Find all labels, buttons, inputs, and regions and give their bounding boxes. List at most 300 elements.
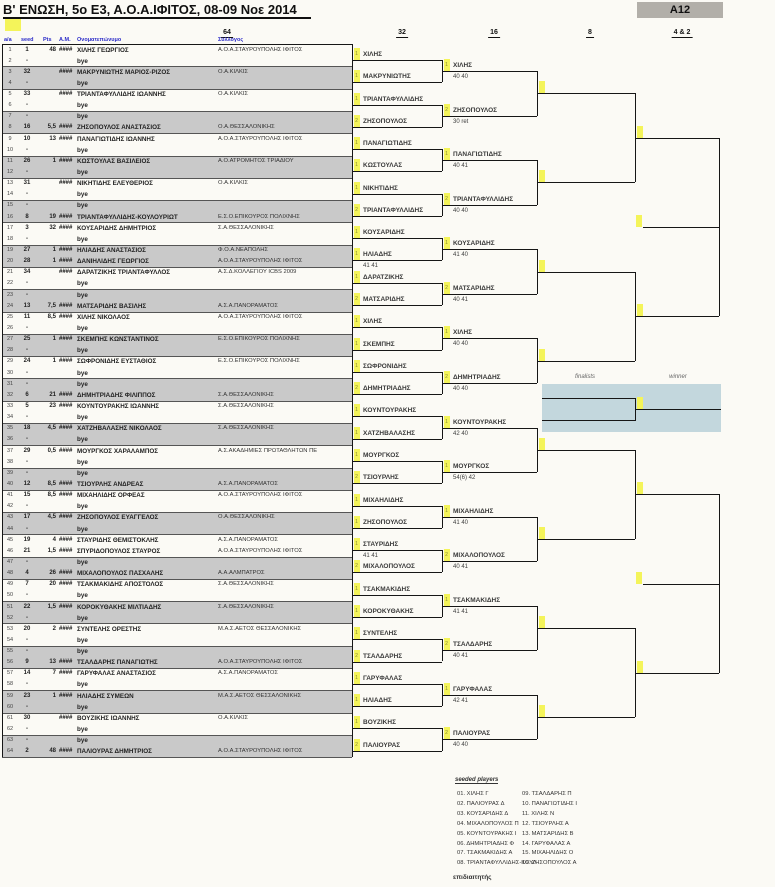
row-am: #### [59, 625, 73, 632]
row-num: 25 [6, 313, 14, 320]
winner-marker [539, 81, 545, 93]
bracket-line [352, 684, 442, 685]
row-num: 62 [6, 726, 14, 733]
winner-marker: 1 [444, 326, 450, 338]
row-am: #### [59, 425, 73, 432]
bracket-player: ΜΑΚΡΥΝΙΩΤΗΣ [363, 73, 411, 81]
row-name: bye [77, 347, 88, 355]
bracket-score: 40 41 [453, 296, 469, 303]
bracket-line [442, 338, 537, 339]
row-num: 18 [6, 235, 14, 242]
bracket-line [442, 606, 537, 607]
winner-marker [637, 126, 643, 138]
bracket-player: ΧΙΛΗΣ [363, 50, 383, 58]
row-pts: 13 [49, 135, 56, 142]
row-pts [38, 613, 56, 624]
bracket-player: ΣΩΦΡΟΝΙΔΗΣ [363, 362, 407, 370]
row-am [59, 111, 76, 122]
row-seed: 7 [25, 581, 29, 588]
winner-marker: 2 [354, 560, 360, 572]
row-name: bye [77, 648, 88, 656]
bracket-player: ΚΟΥΝΤΟΥΡΑΚΗΣ [363, 407, 417, 415]
bracket-player: ΜΙΧΑΛΟΠΟΥΛΟΣ [363, 563, 415, 571]
row-club [218, 635, 351, 646]
bracket-player: ΗΛΙΑΔΗΣ [363, 251, 392, 259]
row-seed: - [26, 369, 28, 376]
row-club: Α.Ο.ΑΤΡΟΜΗΤΟΣ ΤΡΙΑΔΙΟΥ [218, 157, 294, 164]
row-num: 54 [6, 636, 14, 643]
row-pts [38, 56, 56, 67]
row-club: Σ.Α.ΘΕΣΣΑΛΟΝΙΚΗΣ [218, 603, 274, 610]
bracket-player: ΜΙΧΑΗΛΙΔΗΣ [453, 507, 494, 515]
row-name: ΧΙΛΗΣ ΓΕΩΡΓΙΟΣ [77, 46, 129, 54]
row-am [59, 368, 76, 379]
row-name: ΠΑΝΑΓΙΩΤΙΔΗΣ ΙΩΑΝΝΗΣ [77, 135, 155, 143]
winner-marker: 1 [354, 583, 360, 595]
row-club [218, 679, 351, 690]
row-am [59, 646, 76, 657]
row-seed: 30 [23, 714, 31, 721]
row-pts [38, 524, 56, 535]
bracket-line [635, 138, 719, 139]
row-pts [38, 189, 56, 200]
row-seed: 25 [23, 336, 31, 343]
winner-marker: 2 [444, 371, 450, 383]
row-seed: - [26, 681, 28, 688]
bracket-line [442, 739, 537, 740]
row-num: 40 [6, 480, 14, 487]
winner-marker: 1 [354, 93, 360, 105]
winner-marker [539, 349, 545, 361]
row-club: Α.Ο.Α.ΣΤΑΥΡΟΥΠΟΛΗΣ ΙΦΙΤΟΣ [218, 659, 303, 666]
winner-marker: 1 [444, 59, 450, 71]
row-am: #### [59, 213, 73, 220]
row-name: bye [77, 503, 88, 511]
row-am: #### [59, 492, 73, 499]
row-am: #### [59, 313, 73, 320]
row-num: 39 [6, 469, 14, 476]
row-num: 44 [6, 525, 14, 532]
row-am [59, 679, 76, 690]
seeded-player-item: 16. ΖΗΣΟΠΟΥΛΟΣ Α [522, 860, 577, 867]
bracket-line [352, 595, 442, 596]
row-pts: 13 [49, 659, 56, 666]
winner-marker [636, 572, 642, 584]
row-name: bye [77, 291, 88, 299]
row-am: #### [59, 247, 73, 254]
row-am [59, 735, 76, 746]
row-name: ΔΑΝΙΗΛΙΔΗΣ ΓΕΩΡΓΙΟΣ [77, 258, 149, 266]
row-pts: 32 [49, 224, 56, 231]
winner-marker [539, 527, 545, 539]
row-club [218, 145, 351, 156]
row-num: 38 [6, 458, 14, 465]
row-am: #### [59, 124, 73, 131]
row-seed: - [26, 169, 28, 176]
bracket-line [352, 751, 442, 752]
row-club: Μ.Α.Σ.ΑΕΤΟΣ ΘΕΣΣΑΛΟΝΙΚΗΣ [218, 625, 302, 632]
row-club: Φ.Ο.Α.ΝΕΑΠΟΛΗΣ [218, 247, 268, 254]
seeded-player-item: 07. ΤΣΑΚΜΑΚΙΔΗΣ Α [457, 850, 513, 857]
row-name: ΔΗΜΗΤΡΙΑΔΗΣ ΦΙΛΙΠΠΟΣ [77, 391, 156, 399]
row-club: Α.Σ.Α.ΠΑΝΟΡΑΜΑΤΟΣ [218, 536, 278, 543]
row-name: bye [77, 169, 88, 177]
row-name: bye [77, 79, 88, 87]
row-num: 48 [6, 570, 14, 577]
bracket-player: ΤΡΙΑΝΤΑΦΥΛΛΙΔΗΣ [363, 95, 424, 103]
row-pts [38, 368, 56, 379]
bracket-line [442, 650, 537, 651]
row-seed: 16 [23, 124, 31, 131]
bracket-score: 54(6) 42 [453, 475, 476, 482]
col-header-club: Σύλλογος [218, 37, 244, 43]
row-club [218, 434, 351, 445]
row-seed: 5 [25, 402, 29, 409]
row-pts: 1 [52, 247, 56, 254]
row-seed: - [26, 558, 28, 565]
bracket-line [352, 528, 442, 529]
row-am [59, 434, 76, 445]
winner-marker: 1 [444, 460, 450, 472]
row-name: bye [77, 558, 88, 566]
bracket-line [352, 461, 442, 462]
row-club [218, 200, 351, 211]
row-seed: 33 [23, 91, 31, 98]
row-club [218, 468, 351, 479]
row-club: Α.Σ.Δ.ΚΟΛΛΕΓΙΟΥ ICBS 2009 [218, 269, 297, 276]
finals-summary-box [542, 384, 721, 432]
row-club [218, 78, 351, 89]
row-name: bye [77, 525, 88, 533]
col-header-name: Ονοματεπώνυμο [77, 37, 122, 43]
row-num: 2 [8, 57, 12, 64]
bracket-line [352, 706, 442, 707]
row-name: ΣΠΥΡΙΔΟΠΟΥΛΟΣ ΣΤΑΥΡΟΣ [77, 547, 161, 555]
row-am: #### [59, 603, 73, 610]
row-club [218, 368, 351, 379]
winner-marker: 2 [354, 650, 360, 662]
row-num: 10 [6, 146, 14, 153]
bracket-score: 41 41 [363, 553, 379, 560]
row-name: bye [77, 280, 88, 288]
row-am: #### [59, 692, 73, 699]
row-am [59, 145, 76, 156]
row-pts: 0,5 [47, 447, 56, 454]
row-seed: 2 [25, 748, 29, 755]
winner-marker: 2 [354, 204, 360, 216]
bracket-line [352, 439, 442, 440]
row-pts [38, 290, 56, 301]
row-am [59, 457, 76, 468]
bracket-line [442, 160, 537, 161]
row-pts: 1 [52, 692, 56, 699]
bracket-line [352, 550, 442, 551]
bracket-line [352, 572, 442, 573]
row-num: 41 [6, 492, 14, 499]
row-num: 19 [6, 247, 14, 254]
row-pts [38, 200, 56, 211]
bracket-player: ΝΙΚΗΤΙΔΗΣ [363, 184, 398, 192]
row-pts: 4 [52, 536, 56, 543]
row-club [218, 56, 351, 67]
row-am: #### [59, 480, 73, 487]
row-seed: - [26, 614, 28, 621]
bracket-score: 40 40 [453, 207, 469, 214]
bracket-line [352, 639, 442, 640]
row-am: #### [59, 714, 73, 721]
row-pts: 26 [49, 570, 56, 577]
seeded-player-item: 08. ΤΡΙΑΝΤΑΦΥΛΛΙΔΗΣ-ΚΟΥΛ [457, 860, 537, 867]
bracket-player: ΣΤΑΥΡΙΔΗΣ [363, 541, 399, 549]
row-name: ΚΟΥΣΑΡΙΔΗΣ ΔΗΜΗΤΡΙΟΣ [77, 224, 157, 232]
row-pts [38, 78, 56, 89]
row-num: 63 [6, 737, 14, 744]
row-club [218, 278, 351, 289]
row-seed: 18 [23, 425, 31, 432]
winner-marker: 1 [354, 427, 360, 439]
row-club: Ε.Σ.Ο.ΕΠΙΚΟΥΡΟΣ ΠΟΛΙΧΝΗΣ [218, 358, 300, 365]
row-num: 16 [6, 213, 14, 220]
row-pts: 7,5 [47, 302, 56, 309]
row-am: #### [59, 224, 73, 231]
row-num: 64 [6, 748, 14, 755]
seeded-player-item: 04. ΜΙΧΑΛΟΠΟΥΛΟΣ Π [457, 820, 519, 827]
row-am [59, 56, 76, 67]
winner-marker: 2 [444, 727, 450, 739]
row-seed: - [26, 525, 28, 532]
row-club [218, 234, 351, 245]
row-club: Ε.Σ.Ο.ΕΠΙΚΟΥΡΟΣ ΠΟΛΙΧΝΗΣ [218, 336, 300, 343]
row-seed: 15 [23, 492, 31, 499]
bracket-player: ΠΑΝΑΓΙΩΤΙΔΗΣ [363, 140, 412, 148]
row-am: #### [59, 670, 73, 677]
round-header-8: 8 [588, 29, 592, 36]
bracket-player: ΤΣΑΛΔΑΡΗΣ [363, 652, 403, 660]
bracket-line [352, 327, 442, 328]
row-pts [38, 100, 56, 111]
row-club [218, 167, 351, 178]
seeded-player-item: 12. ΤΣΙΟΥΡΛΗΣ Α [522, 820, 569, 827]
winner-marker [539, 705, 545, 717]
winner-marker: 1 [444, 416, 450, 428]
row-num: 11 [7, 157, 13, 164]
row-pts [38, 501, 56, 512]
seeded-player-item: 14. ΓΑΡΥΦΑΛΑΣ Α [522, 840, 571, 847]
bracket-line [352, 506, 442, 507]
row-pts [38, 67, 56, 78]
row-am: #### [59, 391, 73, 398]
seeded-players-title: seeded players [455, 777, 499, 783]
row-am [59, 702, 76, 713]
row-am [59, 200, 76, 211]
winner-marker: 2 [444, 193, 450, 205]
row-seed: 28 [23, 258, 31, 265]
row-am: #### [59, 748, 73, 755]
row-name: ΔΑΡΑΤΖΙΚΗΣ ΤΡΙΑΝΤΑΦΥΛΛΟΣ [77, 269, 171, 277]
row-name: ΣΥΝΤΕΛΗΣ ΟΡΕΣΤΗΣ [77, 625, 142, 633]
row-num: 12 [6, 169, 14, 176]
bracket-line [442, 383, 537, 384]
winner-marker: 2 [354, 471, 360, 483]
row-pts: 1 [52, 157, 56, 164]
bracket-score: 40 40 [453, 74, 469, 81]
winner-marker: 1 [444, 148, 450, 160]
row-name: bye [77, 369, 88, 377]
row-name: bye [77, 414, 88, 422]
row-club: Σ.Α.ΘΕΣΣΑΛΟΝΙΚΗΣ [218, 391, 274, 398]
row-num: 45 [6, 536, 14, 543]
bracket-line [537, 628, 635, 629]
row-pts [38, 724, 56, 735]
bracket-score: 40 41 [453, 564, 469, 571]
row-pts [38, 557, 56, 568]
row-name: ΤΡΙΑΝΤΑΦΥΛΛΙΔΗΣ ΙΩΑΝΝΗΣ [77, 91, 166, 99]
bracket-line [537, 93, 635, 94]
bracket-score: 40 40 [453, 386, 469, 392]
winner-marker: 1 [444, 594, 450, 606]
winner-marker: 2 [444, 282, 450, 294]
row-club: Α.Ο.Α.ΣΤΑΥΡΟΥΠΟΛΗΣ ΙΦΙΤΟΣ [218, 46, 303, 53]
row-club: Σ.Α.ΘΕΣΣΑΛΟΝΙΚΗΣ [218, 224, 274, 231]
bracket-player: ΓΑΡΥΦΑΛΑΣ [363, 674, 403, 682]
seeded-player-item: 09. ΤΣΑΛΔΑΡΗΣ Π [522, 791, 572, 797]
row-am: #### [59, 258, 73, 265]
winner-marker: 1 [354, 48, 360, 60]
seeded-player-item: 02. ΠΑΛΙΟΥΡΑΣ Δ [457, 800, 505, 807]
seeded-player-item: 03. ΚΟΥΣΑΡΙΔΗΣ Δ [457, 810, 509, 817]
bracket-line [442, 428, 537, 429]
bracket-line [643, 584, 719, 585]
row-club: Α.Σ.Α.ΠΑΝΟΡΑΜΑΤΟΣ [218, 480, 278, 487]
winner-line [635, 409, 721, 410]
row-am [59, 278, 76, 289]
row-num: 33 [6, 402, 14, 409]
winner-marker: 1 [354, 159, 360, 171]
row-am [59, 501, 76, 512]
bracket-line [352, 394, 442, 395]
row-pts: 23 [49, 402, 56, 409]
row-pts [38, 457, 56, 468]
winner-label: winner [669, 374, 687, 380]
row-name: ΠΑΛΙΟΥΡΑΣ ΔΗΜΗΤΡΙΟΣ [77, 748, 152, 756]
row-name: ΗΛΙΑΔΗΣ ΑΝΑΣΤΑΣΙΟΣ [77, 247, 146, 255]
row-seed: - [26, 726, 28, 733]
row-num: 47 [6, 558, 14, 565]
row-am: #### [59, 547, 73, 554]
row-am: #### [59, 336, 73, 343]
row-pts: 8,5 [47, 480, 56, 487]
row-am [59, 189, 76, 200]
bracket-player: ΤΣΑΚΜΑΚΙΔΗΣ [453, 596, 501, 604]
row-am [59, 100, 76, 111]
row-seed: - [26, 102, 28, 109]
bracket-player: ΖΗΣΟΠΟΥΛΟΣ [453, 106, 498, 114]
row-club: Σ.Α.ΘΕΣΣΑΛΟΝΙΚΗΣ [218, 402, 274, 409]
row-club: Α.Ο.Α.ΣΤΑΥΡΟΥΠΟΛΗΣ ΙΦΙΤΟΣ [218, 313, 303, 320]
winner-marker: 1 [354, 605, 360, 617]
row-num: 7 [8, 113, 12, 120]
bracket-line [352, 82, 442, 83]
row-name: ΜΑΚΡΥΝΙΩΤΗΣ ΜΑΡΙΟΣ-ΡΙΖΟΣ [77, 68, 170, 76]
bracket-line [537, 717, 635, 718]
winner-marker: 2 [354, 382, 360, 394]
row-am: #### [59, 570, 73, 577]
row-am [59, 724, 76, 735]
row-am: #### [59, 91, 73, 98]
bracket-line [537, 182, 635, 183]
row-name: ΖΗΣΟΠΟΥΛΟΣ ΕΥΑΓΓΕΛΟΣ [77, 514, 159, 522]
row-am [59, 635, 76, 646]
row-am [59, 167, 76, 178]
finalist-line [542, 420, 635, 421]
row-am [59, 613, 76, 624]
row-num: 6 [8, 102, 12, 109]
winner-marker [637, 397, 643, 409]
row-club: Α.Σ.Α.ΠΑΝΟΡΑΜΑΤΟΣ [218, 670, 278, 677]
row-pts [38, 89, 56, 100]
round-header-64: 64 [223, 29, 231, 36]
winner-marker: 1 [354, 360, 360, 372]
row-name: ΤΡΙΑΝΤΑΦΥΛΛΙΔΗΣ-ΚΟΥΛΟΥΡΙΩΤ [77, 213, 178, 221]
row-club [218, 323, 351, 334]
row-seed: - [26, 648, 28, 655]
row-am: #### [59, 536, 73, 543]
row-name: ΤΣΑΚΜΑΚΙΔΗΣ ΑΠΟΣΤΟΛΟΣ [77, 581, 164, 589]
row-am: #### [59, 581, 73, 588]
row-club [218, 501, 351, 512]
row-pts [38, 323, 56, 334]
row-seed: 6 [25, 391, 29, 398]
row-am [59, 379, 76, 390]
row-num: 59 [6, 692, 14, 699]
row-num: 4 [8, 79, 12, 86]
row-pts [38, 635, 56, 646]
row-seed: 21 [23, 547, 31, 554]
row-am: #### [59, 447, 73, 454]
row-am: #### [59, 135, 73, 142]
bracket-line [442, 71, 537, 72]
row-num: 53 [6, 625, 14, 632]
row-pts [38, 379, 56, 390]
finalist-line [542, 398, 635, 399]
row-seed: 9 [25, 659, 29, 666]
row-pts [38, 167, 56, 178]
row-am [59, 590, 76, 601]
row-seed: - [26, 592, 28, 599]
row-seed: 11 [23, 313, 31, 320]
row-seed: 10 [23, 135, 31, 142]
bracket-score: 41 41 [363, 263, 379, 270]
seeded-player-item: 06. ΔΗΜΗΤΡΙΑΔΗΣ Φ [457, 840, 515, 847]
row-seed: 24 [23, 358, 31, 365]
row-pts [38, 702, 56, 713]
winner-marker: 1 [444, 683, 450, 695]
bracket-player: ΔΑΡΑΤΖΙΚΗΣ [363, 273, 404, 281]
bracket-line [635, 673, 719, 674]
row-pts: 4,5 [47, 425, 56, 432]
row-club: Α.Σ.Α.ΠΑΝΟΡΑΜΑΤΟΣ [218, 302, 278, 309]
row-club: Ε.Σ.Ο.ΕΠΙΚΟΥΡΟΣ ΠΟΛΙΧΝΗΣ [218, 213, 300, 220]
row-num: 8 [8, 124, 12, 131]
row-num: 3 [8, 68, 12, 75]
bracket-player: ΤΡΙΑΝΤΑΦΥΛΛΙΔΗΣ [453, 195, 514, 203]
bracket-player: ΤΣΑΛΔΑΡΗΣ [453, 641, 493, 649]
row-pts: 1,5 [47, 547, 56, 554]
bracket-player: ΚΟΥΣΑΡΙΔΗΣ [453, 240, 495, 248]
row-club [218, 590, 351, 601]
row-name: ΣΤΑΥΡΙΔΗΣ ΘΕΜΙΣΤΟΚΛΗΣ [77, 536, 159, 544]
winner-marker: 1 [354, 672, 360, 684]
